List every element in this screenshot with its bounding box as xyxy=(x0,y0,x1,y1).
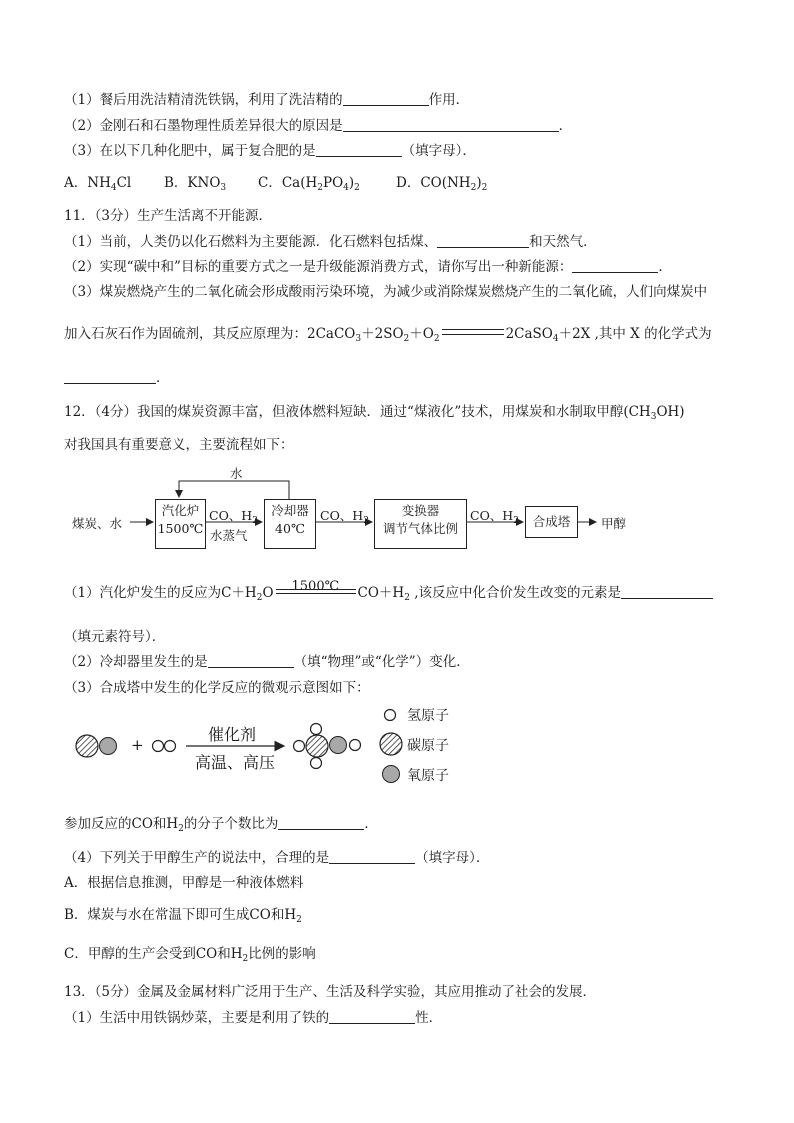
q12-option-c-text: C．甲醇的生产会受到 xyxy=(64,946,196,962)
answer-blank[interactable] xyxy=(278,815,364,830)
cooler-label: 冷却器 xyxy=(271,503,309,518)
q10-part2-text: （2）金刚石和石墨物理性质差异很大的原因是 xyxy=(64,118,343,134)
flowchart-arrows xyxy=(0,0,794,560)
converter-label: 变换器 xyxy=(401,503,440,518)
answer-blank[interactable] xyxy=(208,653,294,668)
converter-box xyxy=(374,499,467,549)
q12-ratio: 参加反应的CO和$H_2$的分子个数比为 ． xyxy=(64,816,378,834)
q12-option-a: A．根据信息推测，甲醇是一种液体燃料 xyxy=(64,875,304,891)
hydrogen-atom xyxy=(311,758,322,769)
q11-part1-text: （1）当前，人类仍以化石燃料为主要能源．化石燃料包括煤、 xyxy=(64,234,438,250)
carbon-atom xyxy=(306,735,328,757)
q11-part3-text: 加入石灰石作为固硫剂，其反应原理为： xyxy=(64,326,307,342)
q12-ratio-suffix: ． xyxy=(364,816,378,832)
q10-part3-text: （3）在以下几种化肥中，属于复合肥的是 xyxy=(64,143,316,159)
q12-part4-text: （4）下列关于甲醇生产的说法中，合理的是 xyxy=(64,850,330,866)
legend-oxygen-icon xyxy=(383,766,400,783)
reaction-condition: 1500℃ xyxy=(291,579,340,594)
q10-part1-text: （1）餐后用洗洁精清洗铁锅，利用了洗洁精的 xyxy=(64,92,343,108)
synthesis-tower-box: 合成塔 xyxy=(525,506,578,538)
hydrogen-atom xyxy=(311,724,322,735)
methanol-formula: $(CH_3OH)$ xyxy=(623,404,685,422)
q12-ratio-question: 的分子个数比为 xyxy=(183,816,279,832)
flow-arrow3-gas: CO、H xyxy=(470,508,514,523)
q12-part1-line2: （填元素符号）． xyxy=(64,629,166,645)
option-a: A．$NH_4Cl$ xyxy=(64,175,132,193)
answer-blank[interactable] xyxy=(329,849,415,864)
h2-molecule xyxy=(153,741,176,752)
equation-arrow xyxy=(276,579,356,597)
flow-arrow1-top: CO、$H_2$ xyxy=(209,508,258,526)
gasifier-temp: 1500℃ xyxy=(157,521,204,536)
option-d: D．$CO(NH_2)_2$ xyxy=(396,175,488,193)
option-d-label: D． xyxy=(396,175,421,191)
q12-part3: （3）合成塔中发生的化学反应的微观示意图如下： xyxy=(64,680,370,696)
q12-part4 xyxy=(64,849,489,867)
legend-carbon-icon xyxy=(380,733,402,755)
flow-water-label: 水 xyxy=(230,466,243,481)
legend-hydrogen-label: 氢原子 xyxy=(407,708,449,724)
option-a-label: A． xyxy=(64,175,88,191)
q12-option-b: B．煤炭与水在常温下即可生成CO和$H_2$ xyxy=(64,907,302,925)
option-c: C．$Ca(H_2PO_4)_2$ xyxy=(258,175,360,193)
flow-output-label: 甲醇 xyxy=(601,516,627,531)
equals-bar xyxy=(276,589,356,594)
option-b-label: B． xyxy=(164,175,188,191)
flow-input-label: 煤炭、水 xyxy=(72,516,123,531)
cooler-box xyxy=(264,499,316,549)
q12-part1-text: （1）汽化炉发生的反应为 xyxy=(64,585,222,601)
hydrogen-atom xyxy=(350,740,361,751)
q12-option-c-suffix: 比例的影响 xyxy=(248,946,316,962)
q12-part1 xyxy=(64,579,713,603)
flow-arrow2-gas: CO、H xyxy=(320,508,364,523)
hydrogen-atom xyxy=(165,741,176,752)
flow-arrow1-gas: CO、H xyxy=(209,508,253,523)
answer-blank[interactable] xyxy=(329,1009,415,1024)
hydrogen-atom xyxy=(153,741,164,752)
condition-label: 高温、高压 xyxy=(195,753,276,772)
option-c-label: C． xyxy=(258,175,282,191)
oxygen-atom xyxy=(100,738,117,755)
converter-desc: 调节气体比例 xyxy=(382,521,458,536)
q12-option-b-text: B．煤炭与水在常温下即可生成 xyxy=(64,907,250,923)
carbon-atom xyxy=(76,735,98,757)
q11-stem: 11．（3分）生产生活离不开能源． xyxy=(64,208,273,224)
q11-part3-line1: （3）煤炭燃烧产生的二氧化硫会形成酸雨污染环境，为减少或消除煤炭燃烧产生的二氧化硫，人们向煤炭中 xyxy=(64,284,708,300)
flow-arrow1-bottom: 水蒸气 xyxy=(210,528,248,543)
molecule-diagram xyxy=(0,690,794,800)
q11-part2-text: （2）实现“碳中和”目标的重要方式之一是升级能源消费方式，请你写出一种新能源： xyxy=(64,259,573,275)
co-molecule xyxy=(76,735,117,757)
q10-part1-suffix: 作用． xyxy=(428,92,470,108)
q12-ratio-text: 参加反应的 xyxy=(64,816,132,832)
answer-blank[interactable] xyxy=(621,584,713,599)
gasifier-box xyxy=(155,499,206,549)
reaction-equation: $2CaCO_3+2SO_2+O_2$ 2CaSO$_4$＋2X , xyxy=(307,326,599,344)
plus-sign: + xyxy=(131,736,144,754)
cooler-temp: 40℃ xyxy=(275,521,305,536)
catalyst-label: 催化剂 xyxy=(208,725,257,744)
gasifier-label: 汽化炉 xyxy=(161,503,200,518)
q13-stem: 13．（5分）金属及金属材料广泛用于生产、生活及科学实验，其应用推动了社会的发展． xyxy=(64,984,597,1000)
q12-part2 xyxy=(64,653,470,671)
q12-option-c: C．甲醇的生产会受到CO和$H_2$比例的影响 xyxy=(64,946,316,964)
legend-oxygen-label: 氧原子 xyxy=(407,768,449,784)
legend-hydrogen-icon xyxy=(385,710,396,721)
q10-part2-suffix: ． xyxy=(558,118,573,134)
option-b: B．$KNO_3$ xyxy=(164,175,227,193)
q11-part2-suffix: ． xyxy=(658,259,672,275)
methanol-molecule xyxy=(294,724,361,769)
q12-stem-line2: 对我国具有重要意义，主要流程如下： xyxy=(64,437,294,453)
oxygen-atom xyxy=(330,737,347,754)
flow-arrow3-top: CO、$H_2$ xyxy=(470,508,519,526)
q13-part1-suffix: 性． xyxy=(415,1010,443,1026)
q12-part2-text: （2）冷却器里发生的是 xyxy=(64,654,208,670)
q10-part3-suffix: （填字母）． xyxy=(401,143,476,159)
hydrogen-atom xyxy=(294,741,305,752)
q11-part3-suffix: ． xyxy=(156,370,170,386)
q11-part1-suffix: 和天然气． xyxy=(529,234,597,250)
q11-part3-question: 其中 X 的化学式为 xyxy=(598,326,712,342)
flow-arrow2-top: CO、$H_2$ xyxy=(320,508,369,526)
gasification-equation: $C+H_2O$ 1500℃ $CO+H_2$ , xyxy=(221,579,419,603)
q12-part1-question: 该反应中化合价发生改变的元素是 xyxy=(418,585,622,601)
q12-stem-text: 12．（4分）我国的煤炭资源丰富，但液体燃料短缺．通过“煤液化”技术，用煤炭和水制取甲醇 xyxy=(64,404,624,420)
q12-part2-suffix: （填“物理”或“化学”）变化． xyxy=(293,654,470,670)
q13-part1-text: （1）生活中用铁锅炒菜，主要是利用了铁的 xyxy=(64,1010,330,1026)
q13-part1 xyxy=(64,1009,442,1027)
q12-part4-suffix: （填字母）． xyxy=(415,850,490,866)
legend-carbon-label: 碳原子 xyxy=(407,738,449,754)
